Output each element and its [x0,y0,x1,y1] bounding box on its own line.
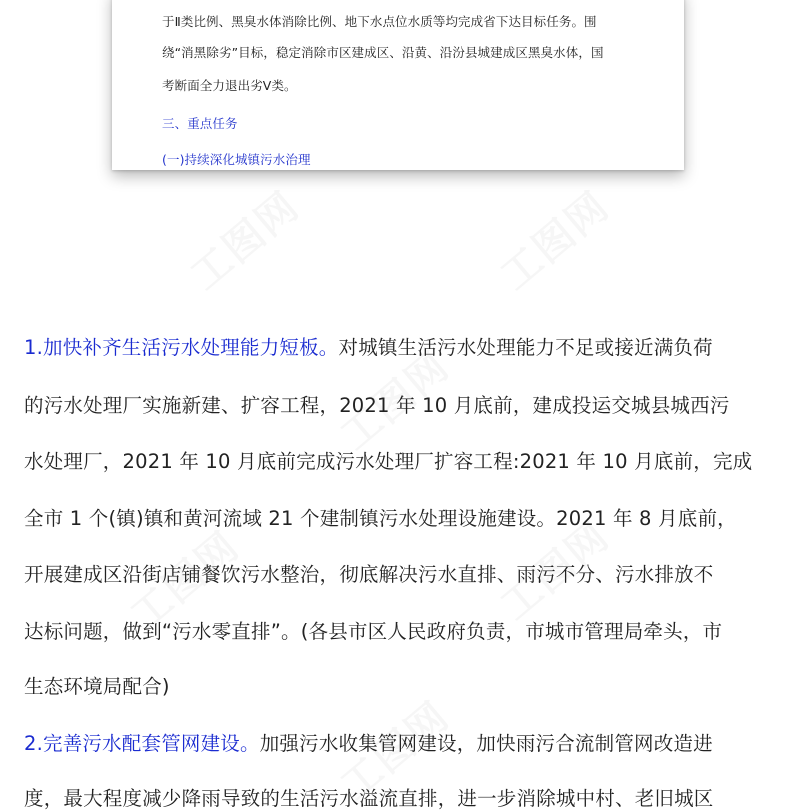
section1-line: 全市 1 个(镇)镇和黄河流域 21 个建制镇污水处理设施建设。2021 年 8 月底前， [24,507,737,530]
card-section-heading: 三、重点任务 [162,116,238,131]
section1-title: 1.加快补齐生活污水处理能力短板。 [24,336,339,359]
section1-line: 达标问题，做到“污水零直排”。(各县市区人民政府负责，市城市管理局牵头，市 [24,620,723,643]
section2-text: 加强污水收集管网建设，加快雨污合流制管网改造进 [259,732,713,755]
section2-title: 2.完善污水配套管网建设。 [24,732,260,755]
section1-line: 生态环境局配合) [24,675,170,698]
section1-text: 对城镇生活污水处理能力不足或接近满负荷 [338,336,713,359]
card-paragraph-line: 于Ⅱ类比例、黑臭水体消除比例、地下水点位水质等均完成省下达目标任务。围 [162,14,597,29]
section1-line: 水处理厂，2021 年 10 月底前完成污水处理厂扩容工程:2021 年 10 月底前，完成 [24,450,753,473]
section1-line: 开展建成区沿街店铺餐饮污水整治，彻底解决污水直排、雨污不分、污水排放不 [24,563,714,586]
watermark [486,176,619,301]
card-subsection-heading: (一)持续深化城镇污水治理 [162,152,311,167]
card-paragraph-line: 考断面全力退出劣Ⅴ类。 [162,78,297,93]
watermark [176,176,309,301]
section1-first-line [24,332,713,360]
section2-first-line [24,728,713,756]
document-page-card [112,0,684,170]
section1-line: 的污水处理厂实施新建、扩容工程，2021 年 10 月底前，建成投运交城县城西污 [24,394,730,417]
card-paragraph-line: 绕“消黑除劣”目标，稳定消除市区建成区、沿黄、沿汾县城建成区黑臭水体，国 [162,45,604,60]
section2-line: 度，最大程度减少降雨导致的生活污水溢流直排，进一步消除城中村、老旧城区 [24,787,714,810]
